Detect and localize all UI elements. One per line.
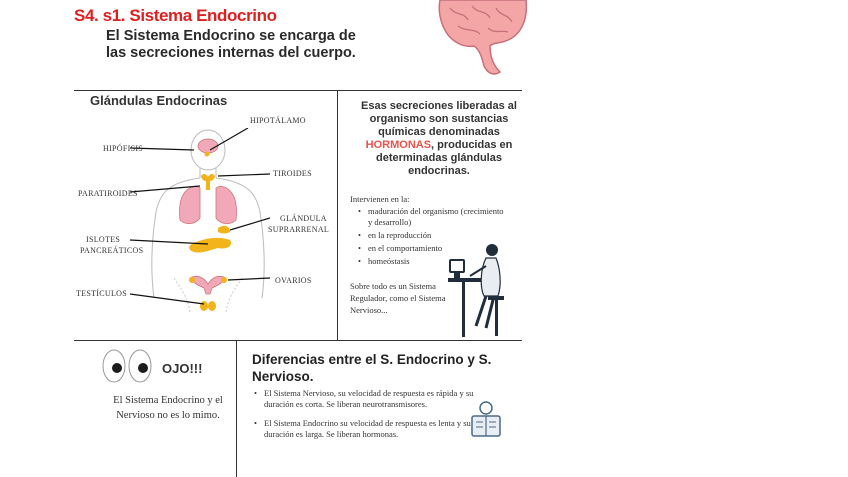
reading-person-icon <box>468 400 504 438</box>
label-tiroides: TIROIDES <box>273 169 312 178</box>
list-item: • en el comportamiento <box>356 243 506 254</box>
top-divider <box>74 90 522 91</box>
label-suprarrenal-line2: SUPRARRENAL <box>268 225 330 234</box>
page-title: S4. s1. Sistema Endocrino <box>74 6 277 25</box>
intervene-title: Intervienen en la: <box>350 194 410 204</box>
list-item: • homeóstasis <box>356 256 506 267</box>
eyes-icon <box>100 348 154 384</box>
differences-list <box>252 388 502 448</box>
list-item: • El Sistema Endocrino su velocidad de respuesta es lenta y su duración es larga. Se liberan hormonas. <box>252 418 502 440</box>
ojo-warning-text: El Sistema Endocrino y el Nervioso no es lo mimo. <box>113 395 223 421</box>
regulator-text: Sobre todo es un Sistema Regulador, como el Sistema Nervioso... <box>350 281 446 315</box>
differences-title: Diferencias entre el S. Endocrino y S. Nervioso. <box>252 352 492 384</box>
middle-horizontal-divider <box>74 340 522 341</box>
list-item: • en la reproducción <box>356 230 506 241</box>
label-hipofisis: HIPÓFISIS <box>103 144 144 153</box>
label-suprarrenal-line1: GLÁNDULA <box>280 214 327 223</box>
glands-panel-title: Glándulas Endocrinas <box>90 93 228 108</box>
secretions-text <box>350 100 528 178</box>
label-islotes-line2: PANCREÁTICOS <box>80 246 144 255</box>
secretions-text-part1: Esas secreciones liberadas al organismo son sustancias químicas denominadas <box>361 100 517 138</box>
person-at-desk-illustration <box>440 240 515 340</box>
label-testiculos: TESTÍCULOS <box>76 289 127 298</box>
label-paratiroides: PARATIROIDES <box>78 189 138 198</box>
list-item: • maduración del organismo (crecimiento y desarrollo) <box>356 206 506 228</box>
brain-illustration <box>438 0 528 78</box>
intro-text: El Sistema Endocrino se encarga de las secreciones internas del cuerpo. <box>106 28 356 61</box>
body-diagram <box>130 128 270 333</box>
list-item: • El Sistema Nervioso, su velocidad de respuesta es rápida y su duración es corta. Se liberan neurotransmisores. <box>252 388 502 410</box>
label-hipotalamo: HIPOTÁLAMO <box>250 116 306 125</box>
middle-vertical-divider <box>337 90 338 340</box>
label-ovarios: OVARIOS <box>275 276 312 285</box>
secretions-text-part2: , producidas en determinadas glándulas endocrinas. <box>376 139 513 177</box>
hormonas-highlight: HORMONAS <box>365 139 432 151</box>
ojo-title: OJO!!! <box>162 361 203 376</box>
bottom-vertical-divider <box>236 340 237 477</box>
label-islotes-line1: ISLOTES <box>86 235 121 244</box>
